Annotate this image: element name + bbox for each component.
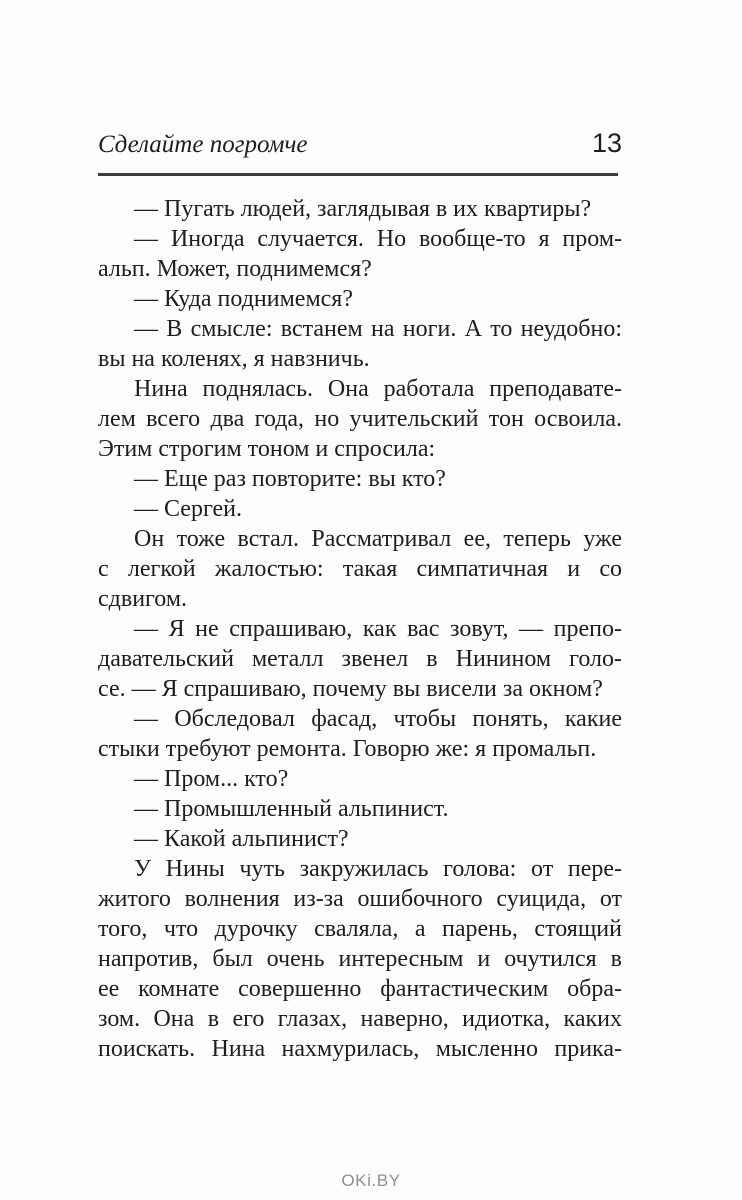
text-line: с легкой жалостью: такая симпатичная и со [98,556,622,582]
text-line: — Сергей. [134,496,242,522]
text-line: поискать. Нина нахмурилась, мысленно прика- [98,1036,622,1062]
text-line: — Какой альпинист? [134,826,349,852]
text-line: житого волнения из-за ошибочного суицида, от [98,886,622,912]
text-line: Этим строгим тоном и спросила: [98,436,436,462]
page-number: 13 [591,128,622,158]
text-line: — Иногда случается. Но вообще-то я пром- [134,226,622,252]
text-line: лем всего два года, но учительский тон освоила. [98,406,622,432]
text-line: У Нины чуть закружилась голова: от пере- [134,856,622,882]
text-line: Он тоже встал. Рассматривал ее, теперь уже [134,526,622,552]
text-line: — Еще раз повторите: вы кто? [134,466,446,492]
text-line: того, что дурочку сваляла, а парень, стоящий [98,916,622,942]
text-line: напротив, был очень интересным и очутился в [98,946,622,972]
text-line: — В смысле: встанем на ноги. А то неудобно: [134,316,622,342]
header-rule [98,173,618,176]
text-line: — Пром... кто? [134,766,289,792]
text-line: се. — Я спрашиваю, почему вы висели за окном? [98,676,603,702]
text-line: давательский металл звенел в Нинином голо- [98,646,622,672]
text-line: — Промышленный альпинист. [134,796,449,822]
running-head [98,128,622,160]
text-line: сдвигом. [98,586,188,612]
text-line: — Куда поднимемся? [134,286,353,312]
running-title: Сделайте погромче [98,131,308,158]
text-line: — Обследовал фасад, чтобы понять, какие [134,706,622,732]
text-line: альп. Может, поднимемся? [98,256,372,282]
text-line: — Я не спрашиваю, как вас зовут, — препо- [134,616,622,642]
text-line: — Пугать людей, заглядывая в их квартиры? [134,196,592,222]
watermark: OKi.BY [341,1171,401,1190]
text-line: ее комнате совершенно фантастическим обра- [98,976,622,1002]
text-line: стыки требуют ремонта. Говорю же: я промальп. [98,736,597,762]
text-line: зом. Она в его глазах, наверно, идиотка, каких [98,1006,622,1032]
text-line: вы на коленях, я навзничь. [98,346,370,372]
text-line: Нина поднялась. Она работала преподавате- [134,376,622,402]
page-body-text [98,194,622,1064]
